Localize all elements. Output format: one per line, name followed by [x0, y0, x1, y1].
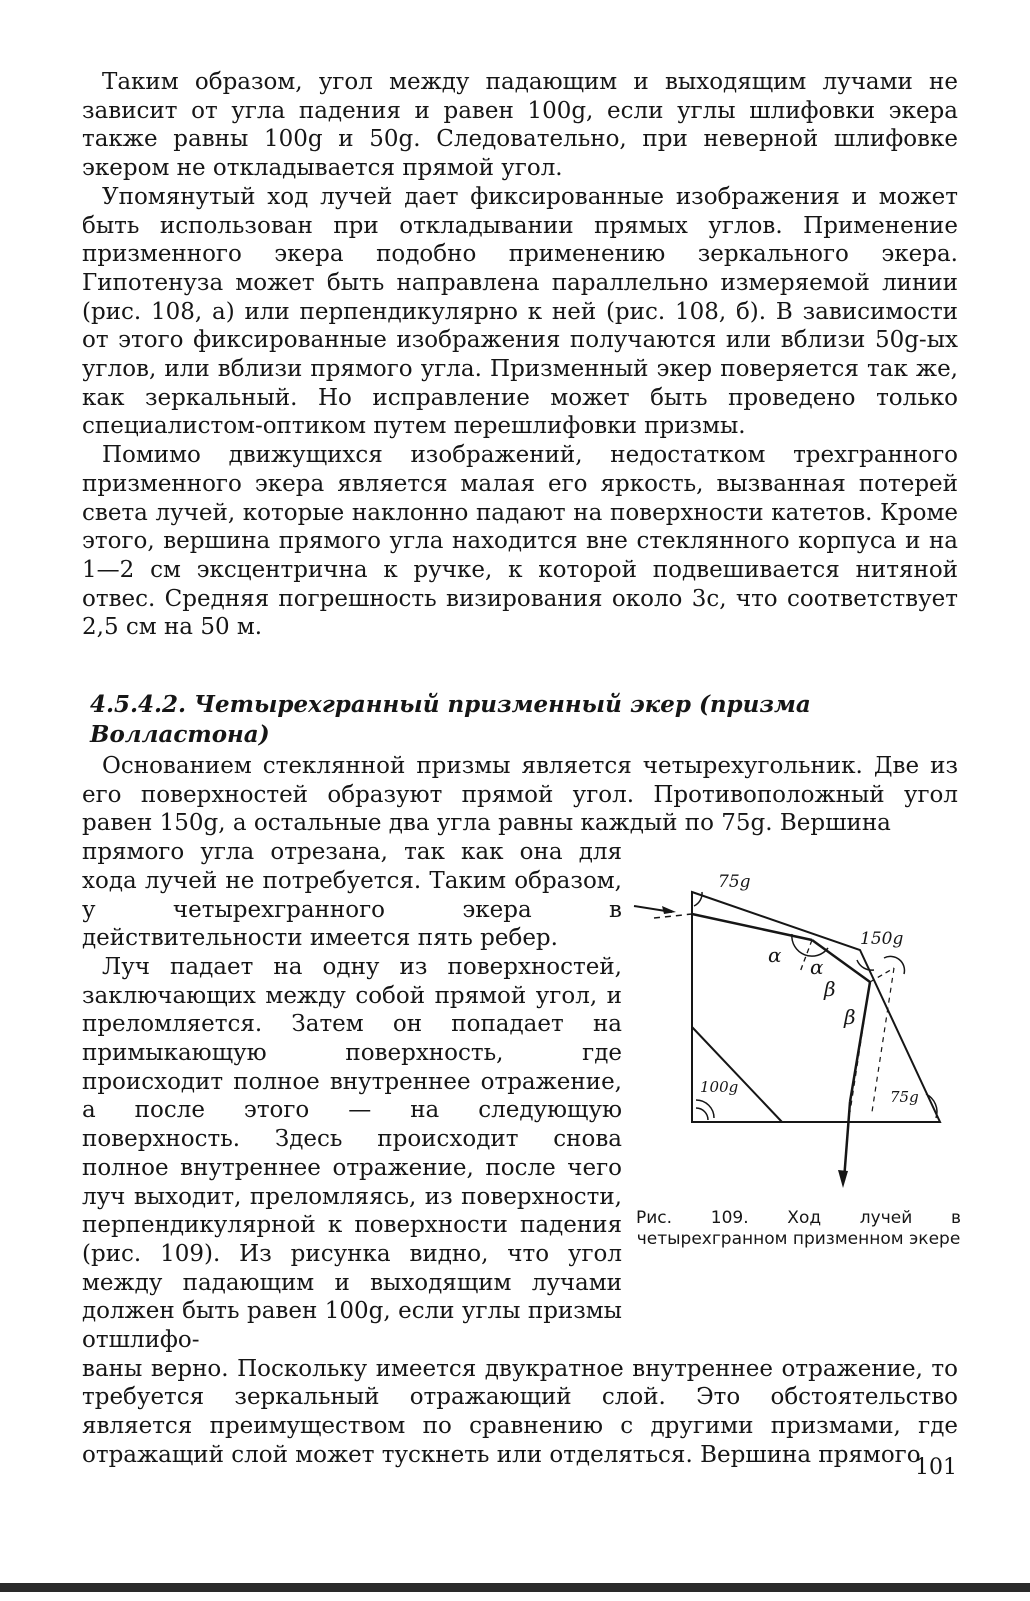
scan-bottom-border — [0, 1583, 1030, 1592]
paragraph-3: Помимо движущихся изображений, недостатком трехгранного призменного экера является малая его яркость, вызванная потерей света лучей, которые наклонно падают на поверхности катетов. Кроме этого, вершина прямого угла находится вне стеклянного корпуса и на 1—2 см эксцентрична к ручке, к которой подвешивается нитяной отвес. Средняя погрешность визирования около 3c, что соответствует 2,5 см на 50 м. — [82, 442, 958, 641]
label-alpha-2: α — [810, 955, 824, 979]
figure-caption: Рис. 109. Ход лучей в четырехгранном призменном экере — [636, 1208, 961, 1249]
cut-edge — [692, 1027, 782, 1122]
label-100-angle: 100g — [700, 1078, 739, 1096]
label-beta-1: β — [824, 977, 836, 1001]
page-number: 101 — [915, 1455, 957, 1480]
outgoing-ray — [844, 1102, 850, 1180]
incoming-arrow — [662, 906, 676, 914]
section-heading: 4.5.4.2. Четырехгранный призменный экер (призма Волластона) — [90, 691, 811, 748]
label-alpha-1: α — [768, 943, 782, 967]
ray-segment-3 — [850, 982, 870, 1102]
label-bottom-right-angle: 75g — [890, 1088, 919, 1106]
text-block-top — [82, 68, 958, 642]
label-beta-2: β — [844, 1005, 856, 1029]
prism-diagram — [632, 862, 962, 1202]
normal-line-top — [654, 914, 692, 918]
figure-109 — [632, 862, 962, 1202]
paragraph-prism-intro-cont: прямого угла отрезана, так как она для хода лучей не потребуется. Таким образом, у четырехгранного экера в действительности имеется пять ребер. — [82, 839, 622, 952]
arc-100-inner — [696, 1108, 708, 1120]
label-150-angle: 150g — [860, 929, 904, 949]
paragraph-ray-path-cont: ваны верно. Поскольку имеется двукратное внутреннее отражение, то требуется зеркальный отражающий слой. Это обстоятельство является преимуществом по сравнению с другими призмами, где отражащий слой может тускнеть или отделяться. Вершина прямого — [82, 1355, 958, 1468]
outgoing-arrow — [838, 1170, 848, 1188]
label-top-angle: 75g — [718, 872, 751, 892]
paragraph-2: Упомянутый ход лучей дает фиксированные изображения и может быть использован при откладывании прямых углов. Применение призменного экера подобно применению зеркального экера. Гипотенуза может быть направлена параллельно измеряемой линии (рис. 108, а) или перпендикулярно к ней (рис. 108, б). В зависимости от этого фиксированные изображения получаются или вблизи 50g-ых углов, или вблизи прямого угла. Призменный экер поверяется так же, как зеркальный. Но исправление может быть проведено только специалистом-оптиком путем перешлифовки призмы. — [82, 183, 958, 440]
paragraph-ray-path: Луч падает на одну из поверхностей, заключающих между собой прямой угол, и преломляется. Затем он попадает на примыкающую поверхность, где происходит полное внутреннее отражение, а после этого — на следующую поверхность. Здесь происходит снова полное внутреннее отражение, после чего луч выходит, преломляясь, из поверхности, перпендикулярной к поверхности падения (рис. 109). Из рисунка видно, что угол между падающим и выходящим лучами должен быть равен 100g, если углы призмы отшлифо- — [82, 953, 622, 1354]
paragraph-1: Таким образом, угол между падающим и выходящим лучами не зависит от угла падения и равен 100g, если углы шлифовки экера также равны 100g и 50g. Следовательно, при неверной шлифовке экером не откладывается прямой угол. — [82, 69, 958, 182]
paragraph-prism-intro: Основанием стеклянной призмы является четырехугольник. Две из его поверхностей образуют прямой угол. Противоположный угол равен 150g, а остальные два угла равны каждый по 75g. Вершина — [82, 753, 958, 837]
